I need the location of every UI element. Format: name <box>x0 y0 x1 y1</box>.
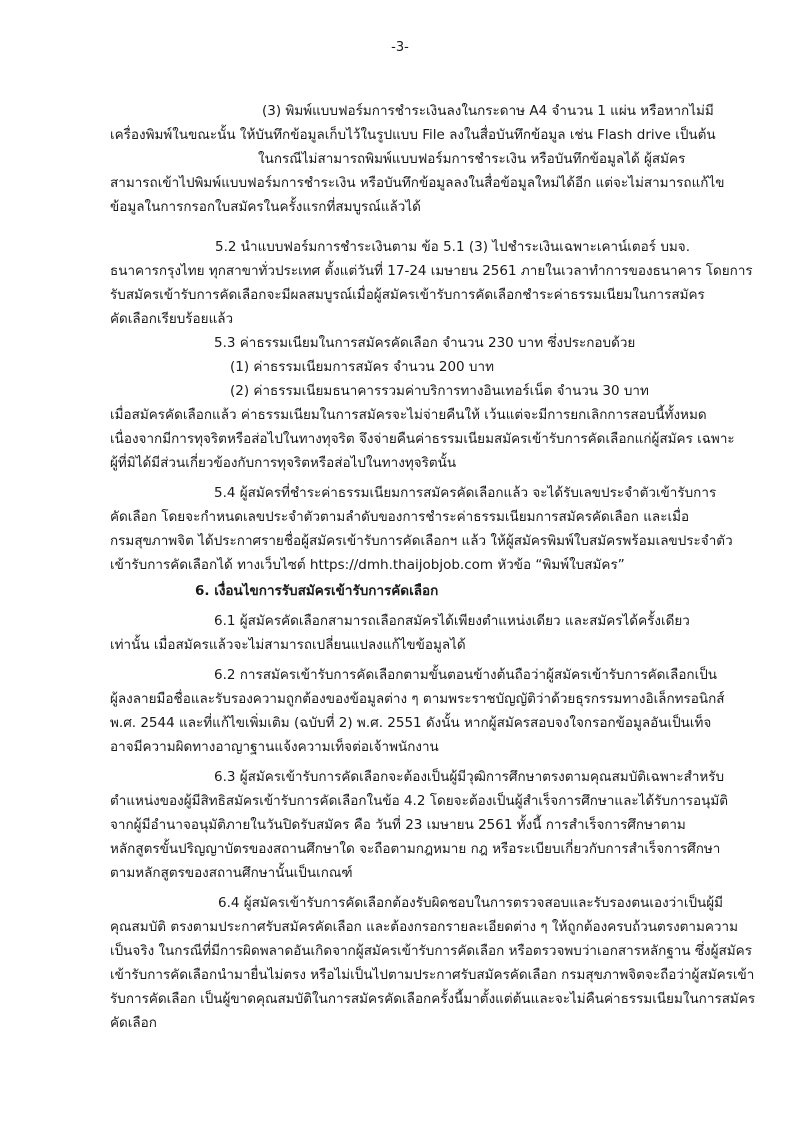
paragraph-line: คัดเลือกเรียบร้อยแล้ว <box>110 311 234 327</box>
section-6-3-heading: 6.3 ผู้สมัครเข้ารับการคัดเลือกจะต้องเป็นผู้มีวุฒิการศึกษาตรงตามคุณสมบัติเฉพาะสำหรับ <box>214 769 725 785</box>
section-5-2-heading: 5.2 นำแบบฟอร์มการชำระเงินตาม ข้อ 5.1 (3) ไปชำระเงินเฉพาะเคาน์เตอร์ บมจ. <box>215 239 690 255</box>
section-6-heading: 6. เงื่อนไขการรับสมัครเข้ารับการคัดเลือก <box>195 583 439 599</box>
paragraph-line: เข้ารับการคัดเลือกนำมายื่นไม่ตรง หรือไม่เป็นไปตามประกาศรับสมัครคัดเลือก กรมสุขภาพจิตจะถือว่าผู้สมัครเข้า <box>110 967 755 983</box>
fee-item-1: (1) ค่าธรรมเนียมการสมัคร จำนวน 200 บาท <box>230 359 494 375</box>
paragraph-line: ธนาคารกรุงไทย ทุกสาขาทั่วประเทศ ตั้งแต่วันที่ 17-24 เมษายน 2561 ภายในเวลาทำการของธนาคาร โดยการ <box>110 263 753 279</box>
paragraph-line: จากผู้มีอำนาจอนุมัติภายในวันปิดรับสมัคร คือ วันที่ 23 เมษายน 2561 ทั้งนี้ การสำเร็จการศึกษาตาม <box>110 817 686 833</box>
paragraph-line: เป็นจริง ในกรณีที่มีการผิดพลาดอันเกิดจากผู้สมัครเข้ารับการคัดเลือก หรือตรวจพบว่าเอกสารหลักฐาน ซึ่งผู้สมัคร <box>110 943 752 959</box>
paragraph-line: รับสมัครเข้ารับการคัดเลือกจะมีผลสมบูรณ์เมื่อผู้สมัครเข้ารับการคัดเลือกชำระค่าธรรมเนียมในการสมัคร <box>110 287 705 303</box>
fee-item-2: (2) ค่าธรรมเนียมธนาคารรวมค่าบริการทางอินเทอร์เน็ต จำนวน 30 บาท <box>230 383 649 399</box>
paragraph-line: อาจมีความผิดทางอาญาฐานแจ้งความเท็จต่อเจ้าพนักงาน <box>110 739 439 755</box>
paragraph-line: เท่านั้น เมื่อสมัครแล้วจะไม่สามารถเปลี่ยนแปลงแก้ไขข้อมูลได้ <box>110 637 466 653</box>
paragraph-line: เมื่อสมัครคัดเลือกแล้ว ค่าธรรมเนียมในการสมัครจะไม่จ่ายคืนให้ เว้นแต่จะมีการยกเลิกการสอบนี้ทั้งหมด <box>110 407 707 423</box>
paragraph-line: เข้ารับการคัดเลือกได้ ทางเว็บไซต์ https://dmh.thaijobjob.com หัวข้อ “พิมพ์ใบสมัคร” <box>110 557 625 573</box>
paragraph-line: ตำแหน่งของผู้มีสิทธิสมัครเข้ารับการคัดเลือกในข้อ 4.2 โดยจะต้องเป็นผู้สำเร็จการศึกษาและได้รับการอนุมัติ <box>110 793 729 809</box>
paragraph-line: หลักสูตรขั้นปริญญาบัตรของสถานศึกษาใด จะถือตามกฎหมาย กฎ หรือระเบียบเกี่ยวกับการสำเร็จการศึกษา <box>110 841 721 857</box>
paragraph-line: ข้อมูลในการกรอกใบสมัครในครั้งแรกที่สมบูรณ์แล้วได้ <box>110 199 421 215</box>
section-6-1-heading: 6.1 ผู้สมัครคัดเลือกสามารถเลือกสมัครได้เพียงตำแหน่งเดียว และสมัครได้ครั้งเดียว <box>214 613 690 629</box>
page-number: -3- <box>391 40 409 55</box>
paragraph-line: คุณสมบัติ ตรงตามประกาศรับสมัครคัดเลือก และต้องกรอกรายละเอียดต่าง ๆ ให้ถูกต้องครบถ้วนตรงตามความ <box>110 919 738 935</box>
paragraph-line: สามารถเข้าไปพิมพ์แบบฟอร์มการชำระเงิน หรือบันทึกข้อมูลลงในสื่อข้อมูลใหม่ได้อีก แต่จะไม่สามารถแก้ไข <box>110 175 725 191</box>
paragraph-line: กรมสุขภาพจิต ได้ประกาศรายชื่อผู้สมัครเข้ารับการคัดเลือกฯ แล้ว ให้ผู้สมัครพิมพ์ใบสมัครพร้อมเลขประจำตัว <box>110 533 733 549</box>
paragraph-line: เครื่องพิมพ์ในขณะนั้น ให้บันทึกข้อมูลเก็บไว้ในรูปแบบ File ลงในสื่อบันทึกข้อมูล เช่น Flash drive เป็นต้น <box>110 127 716 143</box>
section-5-4-heading: 5.4 ผู้สมัครที่ชำระค่าธรรมเนียมการสมัครคัดเลือกแล้ว จะได้รับเลขประจำตัวเข้ารับการ <box>214 485 717 501</box>
section-6-4-heading: 6.4 ผู้สมัครเข้ารับการคัดเลือกต้องรับผิดชอบในการตรวจสอบและรับรองตนเองว่าเป็นผู้มี <box>218 895 724 911</box>
section-6-2-heading: 6.2 การสมัครเข้ารับการคัดเลือกตามขั้นตอนข้างต้นถือว่าผู้สมัครเข้ารับการคัดเลือกเป็น <box>214 667 718 683</box>
paragraph-line: รับการคัดเลือก เป็นผู้ขาดคุณสมบัติในการสมัครคัดเลือกครั้งนี้มาตั้งแต่ต้นและจะไม่คืนค่าธรรมเนียมในการสมัคร <box>110 991 756 1007</box>
paragraph-line: (3) พิมพ์แบบฟอร์มการชำระเงินลงในกระดาษ A4 จำนวน 1 แผ่น หรือหากไม่มี <box>262 103 714 119</box>
paragraph-line: ผู้ที่มิได้มีส่วนเกี่ยวข้องกับการทุจริตหรือส่อไปในทางทุจริตนั้น <box>110 455 457 471</box>
paragraph-line: เนื่องจากมีการทุจริตหรือส่อไปในทางทุจริต จึงจ่ายคืนค่าธรรมเนียมสมัครเข้ารับการคัดเลือกแก่ผู้สมัคร เฉพาะ <box>110 431 735 447</box>
paragraph-line: พ.ศ. 2544 และที่แก้ไขเพิ่มเติม (ฉบับที่ 2) พ.ศ. 2551 ดังนั้น หากผู้สมัครสอบจงใจกรอกข้อมูลอันเป็นเท็จ <box>110 715 712 731</box>
paragraph-line: ตามหลักสูตรของสถานศึกษานั้นเป็นเกณฑ์ <box>110 865 353 881</box>
paragraph-line: คัดเลือก <box>110 1015 157 1031</box>
paragraph-line: ในกรณีไม่สามารถพิมพ์แบบฟอร์มการชำระเงิน หรือบันทึกข้อมูลได้ ผู้สมัคร <box>258 151 686 167</box>
paragraph-line: ผู้ลงลายมือชื่อและรับรองความถูกต้องของข้อมูลต่าง ๆ ตามพระราชบัญญัติว่าด้วยธุรกรรมทางอิเล็กทรอนิกส์ <box>110 691 725 707</box>
section-5-3-heading: 5.3 ค่าธรรมเนียมในการสมัครคัดเลือก จำนวน 230 บาท ซึ่งประกอบด้วย <box>214 335 636 351</box>
paragraph-line: คัดเลือก โดยจะกำหนดเลขประจำตัวตามลำดับของการชำระค่าธรรมเนียมการสมัครคัดเลือก และเมื่อ <box>110 509 690 525</box>
